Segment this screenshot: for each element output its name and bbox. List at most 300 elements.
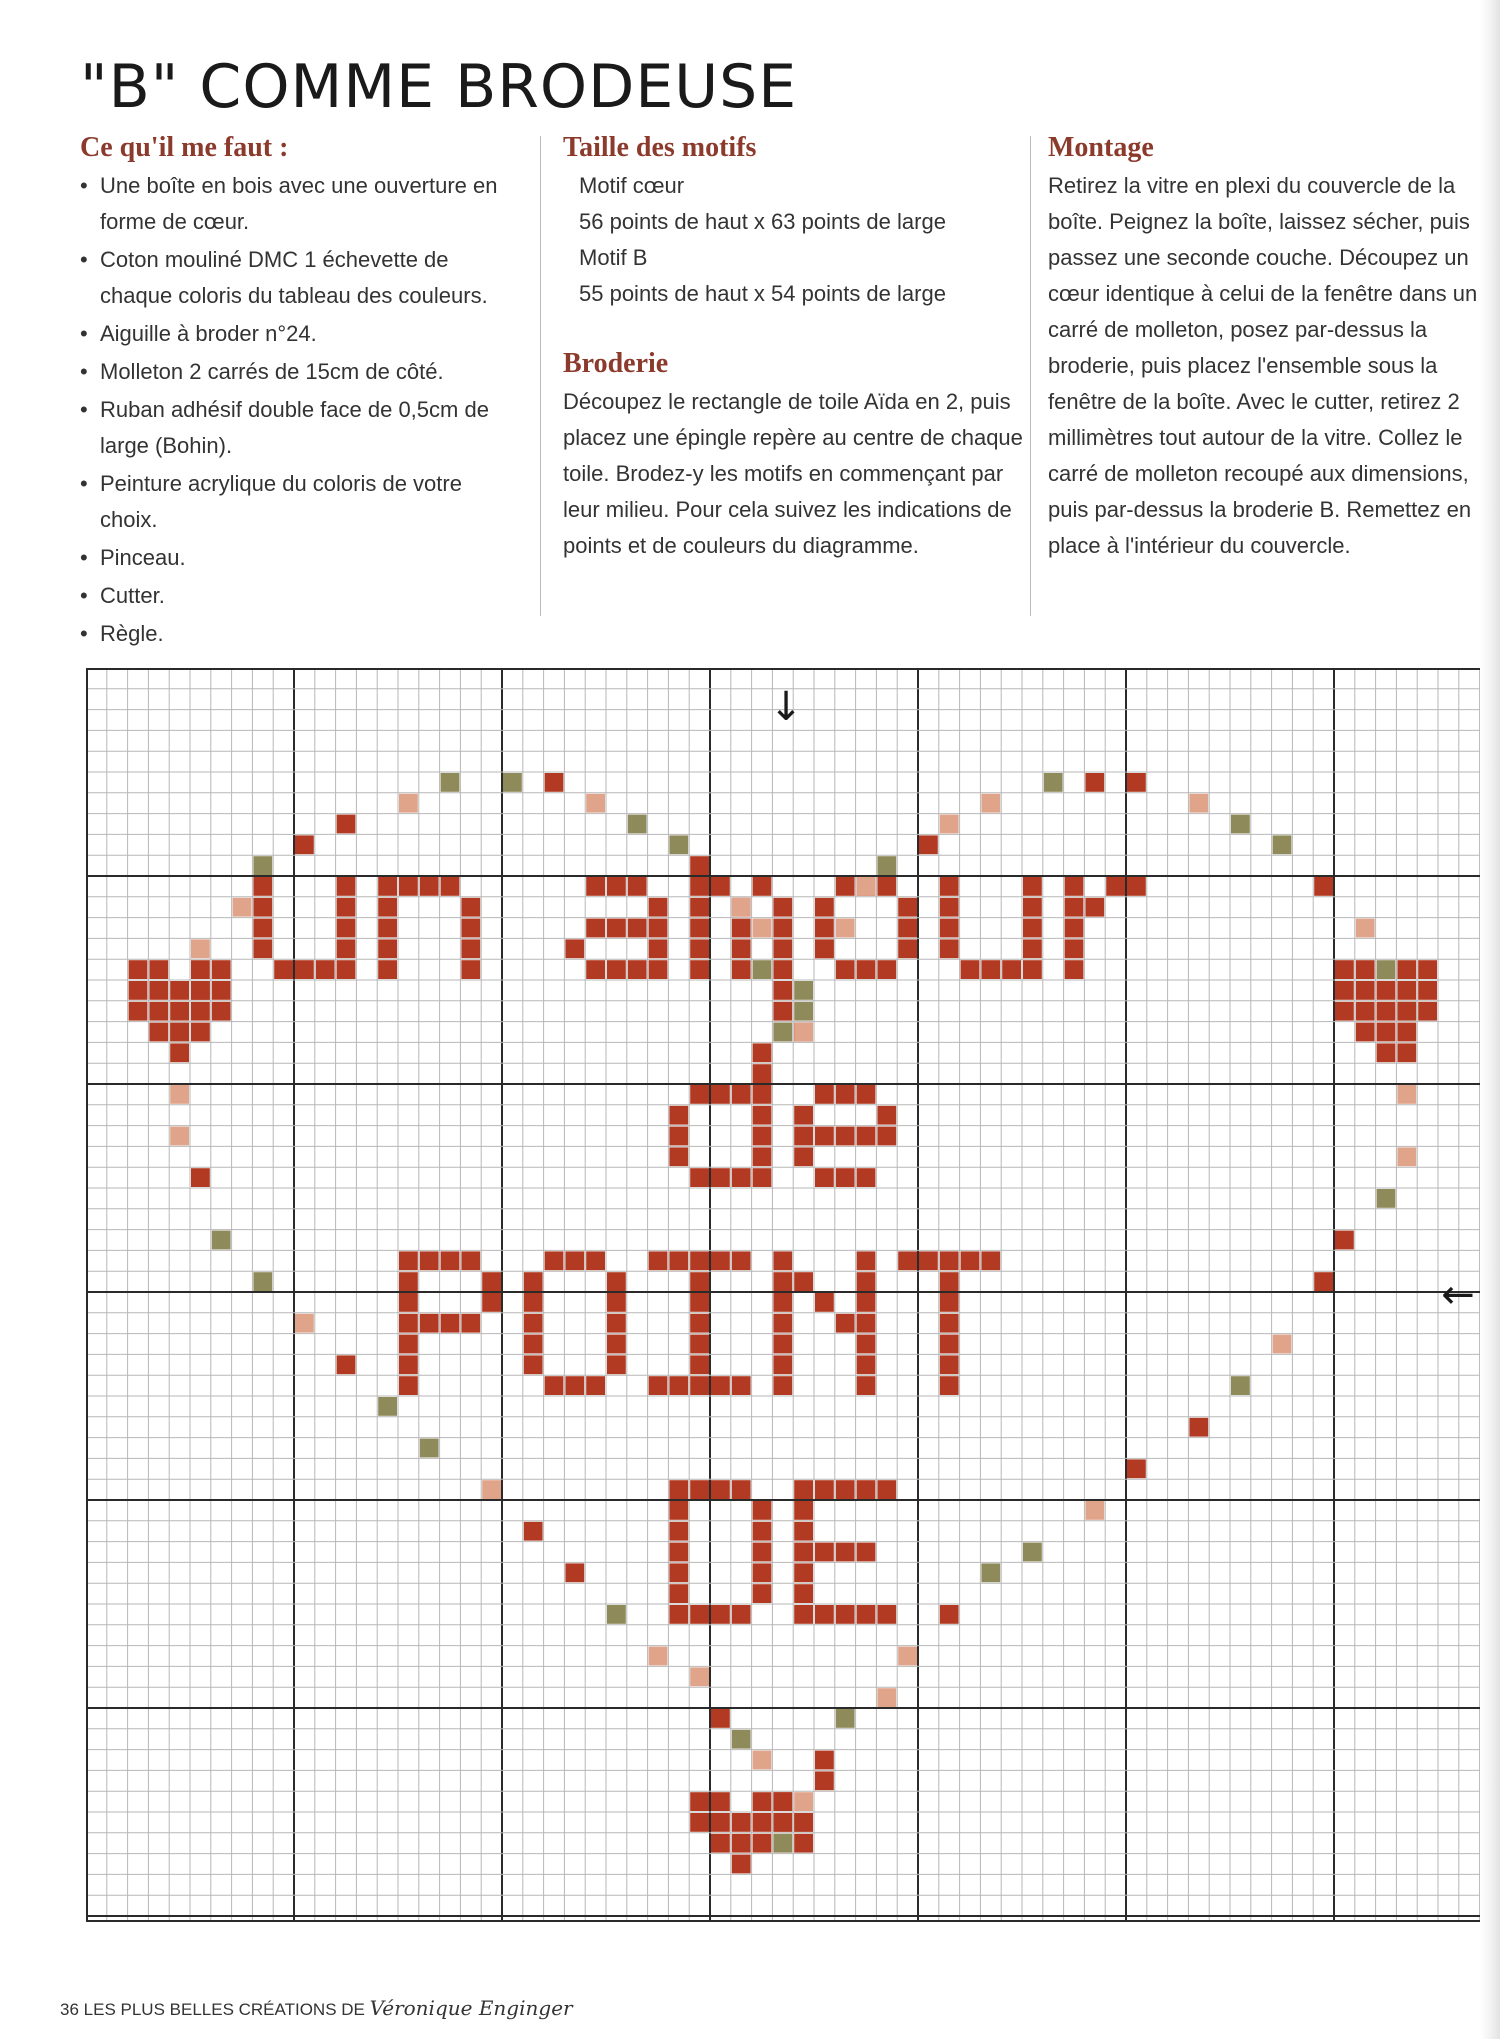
stitch-heart-tip (773, 1813, 792, 1832)
stitch-letter (690, 877, 709, 896)
stitch-letter (836, 1543, 855, 1562)
stitch-letter (794, 1605, 813, 1624)
stitch-border (253, 1272, 272, 1291)
stitch-letter (649, 939, 668, 958)
stitch-letter (711, 1085, 730, 1104)
stitch-border (565, 1563, 584, 1582)
stitch-letter (961, 1251, 980, 1270)
stitch-border (337, 1355, 356, 1374)
stitch-letter (378, 939, 397, 958)
stitch-border (815, 939, 834, 958)
stitch-letter (545, 1376, 564, 1395)
stitch-small-heart (1418, 1002, 1437, 1021)
stitch-border (399, 794, 418, 813)
stitch-border (1397, 1085, 1416, 1104)
stitch-letter (711, 1251, 730, 1270)
stitch-border (794, 1002, 813, 1021)
stitch-letter (1065, 877, 1084, 896)
stitch-letter (773, 1335, 792, 1354)
stitch-border (1085, 1501, 1104, 1520)
stitch-letter (607, 1335, 626, 1354)
stitch-letter (565, 1376, 584, 1395)
stitch-letter (753, 1106, 772, 1125)
stitch-letter (940, 1272, 959, 1291)
stitch-letter (565, 1251, 584, 1270)
stitch-border (773, 1834, 792, 1853)
stitch-letter (253, 919, 272, 938)
stitch-small-heart (170, 1043, 189, 1062)
list-item: • Pinceau. (80, 540, 520, 576)
stitch-letter (607, 960, 626, 979)
stitch-border (732, 1730, 751, 1749)
stitch-letter (399, 877, 418, 896)
stitch-letter (461, 939, 480, 958)
stitch-letter (753, 1563, 772, 1582)
stitch-letter (461, 1251, 480, 1270)
stitch-letter (815, 919, 834, 938)
stitch-letter (815, 1605, 834, 1624)
motif1-size: 56 points de haut x 63 points de large (579, 209, 946, 234)
stitch-border (503, 773, 522, 792)
stitch-letter (1002, 960, 1021, 979)
stitch-letter (773, 1251, 792, 1270)
stitch-letter (607, 1355, 626, 1374)
stitch-border (690, 856, 709, 875)
stitch-letter (337, 939, 356, 958)
stitch-border (441, 773, 460, 792)
list-item: • Molleton 2 carrés de 15cm de côté. (80, 354, 520, 390)
stitch-small-heart (129, 1002, 148, 1021)
stitch-letter (773, 939, 792, 958)
stitch-letter (794, 1543, 813, 1562)
stitch-border (233, 898, 252, 917)
stitch-letter (981, 1251, 1000, 1270)
stitch-letter (337, 877, 356, 896)
stitch-letter (857, 1168, 876, 1187)
stitch-letter (690, 960, 709, 979)
stitch-letter (773, 919, 792, 938)
stitch-border (295, 835, 314, 854)
stitch-border (253, 856, 272, 875)
stitch-letter (586, 1376, 605, 1395)
stitch-heart-tip (753, 1813, 772, 1832)
stitch-letter (981, 960, 1000, 979)
stitch-letter (690, 1085, 709, 1104)
stitch-border (1127, 1459, 1146, 1478)
stitch-letter (898, 1251, 917, 1270)
stitch-letter (773, 960, 792, 979)
stitch-letter (815, 1168, 834, 1187)
stitch-letter (482, 1272, 501, 1291)
stitch-letter (649, 919, 668, 938)
stitch-small-heart (1377, 981, 1396, 1000)
assembly-heading: Montage (1048, 132, 1154, 163)
stitch-heart-tip (690, 1792, 709, 1811)
stitch-letter (857, 1272, 876, 1291)
stitch-letter (732, 1251, 751, 1270)
stitch-letter (690, 1293, 709, 1312)
stitch-heart-tip (753, 1834, 772, 1853)
stitch-small-heart (170, 1002, 189, 1021)
stitch-letter (794, 1584, 813, 1603)
stitch-letter (753, 1085, 772, 1104)
stitch-letter (690, 1355, 709, 1374)
stitch-letter (690, 919, 709, 938)
stitch-letter (669, 1127, 688, 1146)
stitch-letter (857, 960, 876, 979)
stitch-border (545, 773, 564, 792)
stitch-small-heart (212, 960, 231, 979)
stitch-border (1397, 1043, 1416, 1062)
stitch-small-heart (1356, 981, 1375, 1000)
stitch-letter (836, 1605, 855, 1624)
stitch-letter (628, 919, 647, 938)
stitch-border (981, 794, 1000, 813)
stitch-small-heart (191, 1002, 210, 1021)
stitch-small-heart (212, 981, 231, 1000)
stitch-letter (753, 1543, 772, 1562)
stitch-small-heart (149, 1023, 168, 1042)
embroidery-heading: Broderie (563, 348, 669, 379)
stitch-heart-tip (753, 1792, 772, 1811)
stitch-border (773, 1023, 792, 1042)
stitch-letter (919, 1251, 938, 1270)
stitch-letter (669, 1522, 688, 1541)
stitch-letter (773, 1314, 792, 1333)
stitch-letter (732, 919, 751, 938)
stitch-border (877, 856, 896, 875)
stitch-letter (753, 1522, 772, 1541)
stitch-letter (399, 1335, 418, 1354)
stitch-letter (940, 1314, 959, 1333)
stitch-small-heart (1397, 1002, 1416, 1021)
stitch-letter (857, 1355, 876, 1374)
list-item: • Une boîte en bois avec une ouverture en forme de cœur. (80, 168, 520, 240)
stitch-letter (753, 1501, 772, 1520)
stitch-letter (586, 960, 605, 979)
stitch-letter (1065, 898, 1084, 917)
series-label: LES PLUS BELLES CRÉATIONS DE (83, 2000, 365, 2019)
stitch-letter (669, 1605, 688, 1624)
stitch-letter (378, 898, 397, 917)
stitch-border (1231, 1376, 1250, 1395)
stitch-letter (669, 1480, 688, 1499)
stitch-letter (877, 960, 896, 979)
stitch-border (1044, 773, 1063, 792)
stitch-small-heart (129, 960, 148, 979)
column-divider (1030, 136, 1031, 616)
stitch-letter (1085, 898, 1104, 917)
stitch-letter (877, 1605, 896, 1624)
stitch-border (940, 1605, 959, 1624)
stitch-letter (773, 898, 792, 917)
stitch-small-heart (170, 981, 189, 1000)
stitch-border (524, 1522, 543, 1541)
stitch-letter (836, 1085, 855, 1104)
stitch-letter (732, 1168, 751, 1187)
stitch-letter (857, 1085, 876, 1104)
stitch-letter (399, 1251, 418, 1270)
stitch-letter (649, 1376, 668, 1395)
stitch-letter (857, 1293, 876, 1312)
stitch-letter (524, 1355, 543, 1374)
stitch-letter (669, 1501, 688, 1520)
stitch-letter (794, 1127, 813, 1146)
stitch-small-heart (1377, 1043, 1396, 1062)
stitch-letter (399, 1376, 418, 1395)
stitch-letter (940, 1376, 959, 1395)
stitch-letter (857, 1605, 876, 1624)
stitch-small-heart (1356, 1002, 1375, 1021)
stitch-border (1023, 1543, 1042, 1562)
stitch-letter (857, 1543, 876, 1562)
stitch-small-heart (129, 981, 148, 1000)
page-edge-shadow (1480, 0, 1500, 2039)
stitch-letter (794, 1563, 813, 1582)
stitch-border (649, 1647, 668, 1666)
stitch-letter (337, 960, 356, 979)
stitch-letter (461, 1314, 480, 1333)
materials-section (80, 132, 520, 654)
stitch-letter (1023, 960, 1042, 979)
stitch-letter (586, 1251, 605, 1270)
stitch-letter (732, 960, 751, 979)
stitch-letter (898, 919, 917, 938)
stitch-letter (857, 1314, 876, 1333)
stitch-letter (420, 877, 439, 896)
stitch-letter (815, 1480, 834, 1499)
stitch-border (170, 1085, 189, 1104)
stitch-letter (1065, 960, 1084, 979)
stitch-letter (253, 898, 272, 917)
stitch-border (191, 1168, 210, 1187)
stitch-heart-tip (732, 1834, 751, 1853)
stitch-letter (877, 877, 896, 896)
center-marker-down: ↓ (769, 684, 803, 730)
motif2-name: Motif B (579, 245, 648, 270)
stitch-letter (669, 1147, 688, 1166)
stitch-small-heart (149, 960, 168, 979)
stitch-letter (399, 1272, 418, 1291)
stitch-letter (753, 1168, 772, 1187)
stitch-letter (253, 877, 272, 896)
stitch-letter (607, 1314, 626, 1333)
stitch-small-heart (1335, 981, 1354, 1000)
stitch-letter (898, 898, 917, 917)
list-item: • Coton mouliné DMC 1 échevette de chaque coloris du tableau des couleurs. (80, 242, 520, 314)
stitch-letter (420, 1314, 439, 1333)
stitch-letter (1023, 877, 1042, 896)
stitch-letter (857, 1251, 876, 1270)
stitch-small-heart (1335, 1002, 1354, 1021)
assembly-text: Retirez la vitre en plexi du couvercle de la boîte. Peignez la boîte, laissez sécher, puis passez une seconde couche. Découpez un cœur identique à celui de la fenêtre dans un carré de molleton, posez par-dessus la broderie, puis placez l'ensemble sous la fenêtre de la boîte. Avec le cutter, retirez 2 millimètres tout autour de la vitre. Collez le carré de molleton recoupé aux dimensions, puis par-dessus la broderie B. Remettez en place à l'intérieur du couvercle. (1048, 173, 1478, 558)
stitch-small-heart (1418, 981, 1437, 1000)
stitch-letter (524, 1335, 543, 1354)
stitch-border (170, 1127, 189, 1146)
stitch-letter (753, 1064, 772, 1083)
stitch-letter (316, 960, 335, 979)
stitch-letter (545, 1251, 564, 1270)
stitch-letter (690, 1251, 709, 1270)
sizes-heading: Taille des motifs (563, 132, 757, 163)
stitch-letter (794, 1501, 813, 1520)
stitch-letter (1065, 939, 1084, 958)
stitch-letter (669, 1543, 688, 1562)
signature: Véronique Enginger (369, 1996, 573, 2020)
stitch-border (773, 981, 792, 1000)
stitch-letter (711, 1605, 730, 1624)
stitch-letter (836, 877, 855, 896)
stitch-letter (857, 1335, 876, 1354)
stitch-border (794, 1834, 813, 1853)
stitch-border (1397, 1147, 1416, 1166)
stitch-letter (669, 1376, 688, 1395)
stitch-letter (1127, 877, 1146, 896)
stitch-small-heart (191, 981, 210, 1000)
stitch-letter (690, 1272, 709, 1291)
stitch-letter (940, 1335, 959, 1354)
stitch-letter (836, 1314, 855, 1333)
stitch-letter (753, 1584, 772, 1603)
stitch-border (1314, 1272, 1333, 1291)
stitch-border (877, 1688, 896, 1707)
stitch-border (1127, 773, 1146, 792)
stitch-letter (940, 919, 959, 938)
stitch-border (1085, 773, 1104, 792)
stitch-letter (669, 1106, 688, 1125)
stitch-border (1314, 877, 1333, 896)
stitch-letter (607, 1272, 626, 1291)
footer (60, 1996, 573, 2020)
stitch-letter (378, 960, 397, 979)
stitch-letter (669, 1563, 688, 1582)
stitch-letter (399, 1314, 418, 1333)
stitch-letter (1023, 919, 1042, 938)
stitch-letter (773, 1355, 792, 1374)
stitch-border (981, 1563, 1000, 1582)
stitch-small-heart (1418, 960, 1437, 979)
stitch-border (1377, 960, 1396, 979)
stitch-border (753, 1751, 772, 1770)
stitch-letter (877, 1480, 896, 1499)
stitch-letter (461, 919, 480, 938)
stitch-letter (1023, 898, 1042, 917)
stitch-letter (1023, 939, 1042, 958)
stitch-border (732, 898, 751, 917)
stitch-letter (753, 1127, 772, 1146)
stitch-letter (690, 1168, 709, 1187)
stitch-letter (815, 1127, 834, 1146)
stitch-border (794, 981, 813, 1000)
stitch-letter (815, 1085, 834, 1104)
stitch-border (857, 877, 876, 896)
stitch-small-heart (1377, 1002, 1396, 1021)
stitch-letter (794, 1272, 813, 1291)
stitch-heart-tip (732, 1855, 751, 1874)
stitch-letter (732, 1605, 751, 1624)
stitch-border (794, 1023, 813, 1042)
stitch-border (711, 1709, 730, 1728)
stitch-letter (836, 1480, 855, 1499)
stitch-letter (836, 1168, 855, 1187)
stitch-border (753, 960, 772, 979)
stitch-letter (815, 1543, 834, 1562)
stitch-letter (711, 1168, 730, 1187)
stitch-letter (441, 1251, 460, 1270)
list-item: • Règle. (80, 616, 520, 652)
stitch-heart-tip (690, 1813, 709, 1832)
embroidery-text: Découpez le rectangle de toile Aïda en 2, puis placez une épingle repère au centre de chaque toile. Brodez-y les motifs en commençant par leur milieu. Pour cela suivez les indications de points et de couleurs du diagramme. (563, 389, 1023, 558)
stitch-border (1189, 1418, 1208, 1437)
stitch-small-heart (212, 1002, 231, 1021)
stitch-letter (732, 1085, 751, 1104)
stitch-letter (857, 1127, 876, 1146)
list-item: • Peinture acrylique du coloris de votre choix. (80, 466, 520, 538)
page-number: 36 (60, 2000, 79, 2019)
page-title: "B" COMME BRODEUSE (80, 52, 798, 122)
stitch-border (337, 815, 356, 834)
stitch-letter (732, 939, 751, 958)
stitch-letter (773, 1272, 792, 1291)
stitch-letter (940, 939, 959, 958)
stitch-border (919, 835, 938, 854)
stitch-border (815, 1751, 834, 1770)
stitch-letter (524, 1293, 543, 1312)
stitch-letter (441, 877, 460, 896)
stitch-border (378, 1397, 397, 1416)
stitch-letter (378, 877, 397, 896)
stitch-letter (253, 939, 272, 958)
stitch-letter (649, 1251, 668, 1270)
stitch-letter (524, 1314, 543, 1333)
materials-list (80, 168, 520, 652)
motif1-name: Motif cœur (579, 173, 685, 198)
stitch-letter (399, 1293, 418, 1312)
stitch-border (420, 1439, 439, 1458)
stitch-letter (690, 1314, 709, 1333)
stitch-letter (690, 939, 709, 958)
stitch-letter (753, 877, 772, 896)
stitch-border (690, 1667, 709, 1686)
stitch-heart-tip (711, 1834, 730, 1853)
stitch-border (607, 1605, 626, 1624)
stitch-letter (295, 960, 314, 979)
list-item: • Cutter. (80, 578, 520, 614)
stitch-small-heart (1356, 960, 1375, 979)
stitch-border (836, 919, 855, 938)
stitch-letter (461, 898, 480, 917)
stitch-letter (732, 1376, 751, 1395)
stitch-letter (794, 1480, 813, 1499)
stitch-letter (690, 1376, 709, 1395)
stitch-letter (441, 1314, 460, 1333)
stitch-small-heart (191, 960, 210, 979)
stitch-small-heart (191, 1023, 210, 1042)
list-item: • Aiguille à broder n°24. (80, 316, 520, 352)
stitch-letter (940, 1355, 959, 1374)
stitch-border (794, 1792, 813, 1811)
stitch-letter (337, 898, 356, 917)
stitch-heart-tip (773, 1792, 792, 1811)
stitch-border (586, 794, 605, 813)
stitch-letter (753, 1147, 772, 1166)
column-divider (540, 136, 541, 616)
stitch-letter (628, 960, 647, 979)
stitch-letter (711, 1376, 730, 1395)
stitch-letter (773, 1376, 792, 1395)
stitch-letter (669, 1251, 688, 1270)
stitch-small-heart (149, 981, 168, 1000)
